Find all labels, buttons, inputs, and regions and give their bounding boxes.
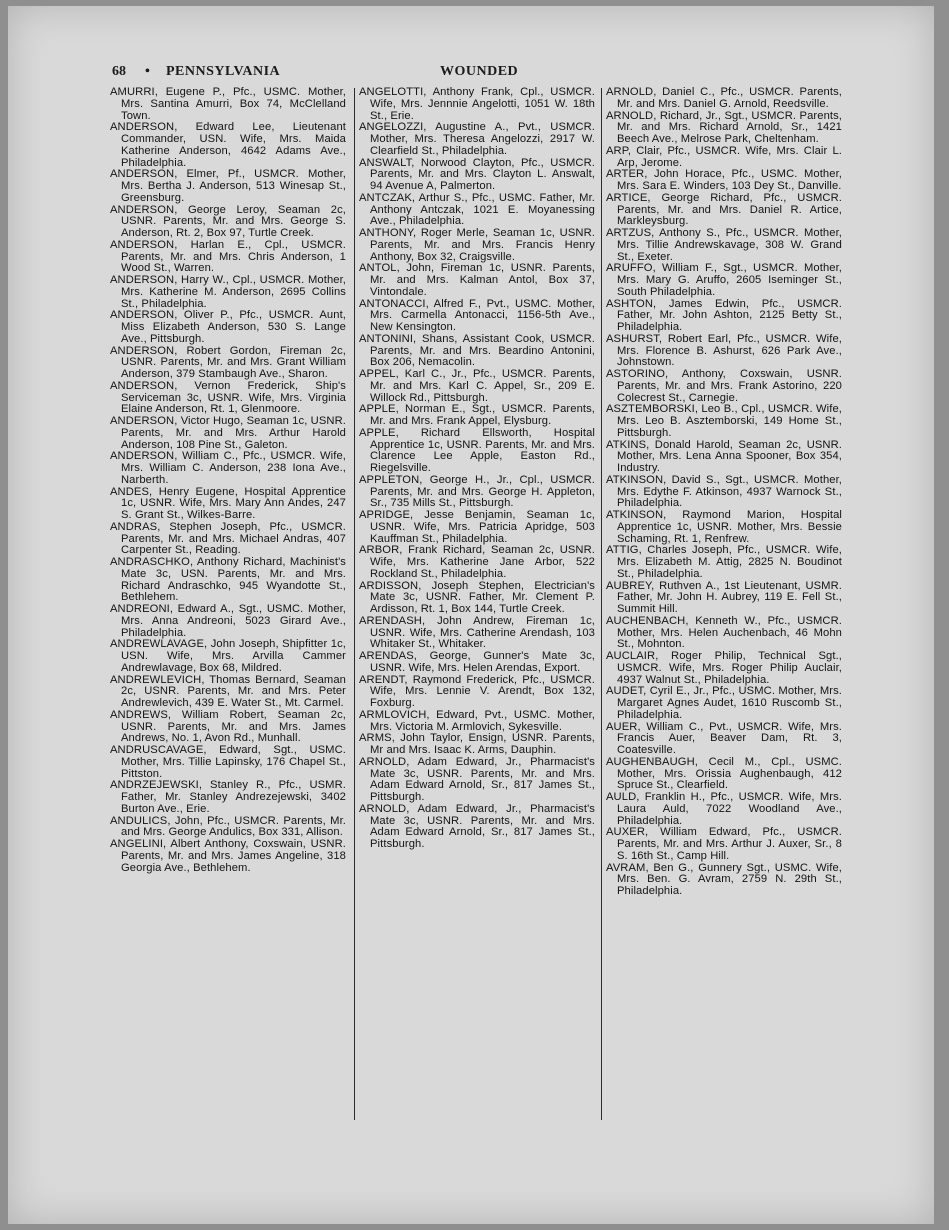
roster-entry: ANDRZEJEWSKI, Stanley R., Pfc., USMR. Father, Mr. Stanley Andrezejewski, 3402 Burton Ave., Erie. xyxy=(110,779,346,815)
roster-entry: ANDERSON, Victor Hugo, Seaman 1c, USNR. Parents, Mr. and Mrs. Arthur Harold Anderson, 108 Pine St., Galeton. xyxy=(110,415,346,451)
roster-entry: ANDERSON, Elmer, Pf., USMCR. Mother, Mrs. Bertha J. Anderson, 513 Winesap St., Greensburg. xyxy=(110,168,346,204)
roster-entry: APPLE, Richard Ellsworth, Hospital Apprentice 1c, USNR. Parents, Mr. and Mrs. Clarence Lee Apple, Easton Rd., Riegelsville. xyxy=(359,426,595,474)
roster-entry: ANDERSON, George Leroy, Seaman 2c, USNR. Parents, Mr. and Mrs. George S. Anderson, Rt. 2, Box 97, Turtle Creek. xyxy=(110,203,346,239)
roster-entry: ARBOR, Frank Richard, Seaman 2c, USNR. Wife, Mrs. Katherine Jane Arbor, 522 Rockland St., Philadelphia. xyxy=(359,544,595,580)
roster-entry: AUER, William C., Pvt., USMCR. Wife, Mrs. Francis Auer, Beaver Dam, Rt. 3, Coatesville. xyxy=(606,720,842,756)
roster-entry: ANDRUSCAVAGE, Edward, Sgt., USMC. Mother, Mrs. Tillie Lapinsky, 176 Chapel St., Pittston. xyxy=(110,744,346,780)
roster-entry: ANGELOTTI, Anthony Frank, Cpl., USMCR. Wife, Mrs. Jennnie Angelotti, 1051 W. 18th St., Erie. xyxy=(359,87,595,122)
roster-entry: AUCLAIR, Roger Philip, Technical Sgt., USMCR. Wife, Mrs. Roger Philip Auclair, 4937 Walnut St., Philadelphia. xyxy=(606,650,842,686)
roster-entry: APPLE, Norman E., Sgt., USMCR. Parents, Mr. and Mrs. Frank Appel, Elysburg. xyxy=(359,403,595,427)
roster-entry: ANDREWS, William Robert, Seaman 2c, USNR. Parents, Mr. and Mrs. James Andrews, No. 1, Avon Rd., Munhall. xyxy=(110,708,346,745)
roster-entry: ANDERSON, Harry W., Cpl., USMCR. Mother, Mrs. Katherine M. Anderson, 2695 Collins St., Philadelphia. xyxy=(110,274,346,310)
roster-entry: ASTORINO, Anthony, Coxswain, USNR. Parents, Mr. and Mrs. Frank Astorino, 220 Colecrest St., Carnegie. xyxy=(606,368,842,404)
roster-entry: AUGHENBAUGH, Cecil M., Cpl., USMC. Mother, Mrs. Orissia Aughenbaugh, 412 Spruce St., Clearfield. xyxy=(606,755,842,792)
roster-entry: ANDERSON, William C., Pfc., USMCR. Wife, Mrs. William C. Anderson, 238 Iona Ave., Narberth. xyxy=(110,450,346,486)
roster-entry: ANDERSON, Oliver P., Pfc., USMCR. Aunt, Miss Elizabeth Anderson, 530 S. Lange Ave., Pittsburgh. xyxy=(110,309,346,345)
roster-entry: ANDES, Henry Eugene, Hospital Apprentice 1c, USNR. Wife, Mrs. Mary Ann Andes, 247 S. Grant St., Wilkes-Barre. xyxy=(110,485,346,521)
roster-entry: AMURRI, Eugene P., Pfc., USMC. Mother, Mrs. Santina Amurri, Box 74, McClelland Town. xyxy=(110,87,346,122)
roster-entry: ARENDASH, John Andrew, Fireman 1c, USNR. Wife, Mrs. Catherine Arendash, 103 Whitaker St., Whitaker. xyxy=(359,614,595,651)
roster-entry: APPLETON, George H., Jr., Cpl., USMCR. Parents, Mr. and Mrs. George H. Appleton, Sr., 735 Mills St., Pittsburgh. xyxy=(359,473,595,510)
roster-entry: ARTER, John Horace, Pfc., USMC. Mother, Mrs. Sara E. Winders, 103 Dey St., Danville. xyxy=(606,168,842,192)
roster-entry: ARTICE, George Richard, Pfc., USMCR. Parents, Mr. and Mrs. Daniel R. Artice, Markleysburg. xyxy=(606,191,842,228)
roster-entry: ANDRAS, Stephen Joseph, Pfc., USMCR. Parents, Mr. and Mrs. Michael Andras, 407 Carpenter St., Reading. xyxy=(110,520,346,557)
roster-entry: APRIDGE, Jesse Benjamin, Seaman 1c, USNR. Wife, Mrs. Patricia Apridge, 503 Kauffman St., Philadelphia. xyxy=(359,509,595,545)
roster-entry: AUCHENBACH, Kenneth W., Pfc., USMCR. Mother, Mrs. Helen Auchenbach, 46 Mohn St., Mohnton. xyxy=(606,614,842,651)
roster-entry: ANDREWLAVAGE, John Joseph, Shipfitter 1c, USN. Wife, Mrs. Arvilla Cammer Andrewlavage, Box 68, Mildred. xyxy=(110,638,346,674)
column-divider xyxy=(354,88,355,1120)
roster-entry: ANDERSON, Edward Lee, Lieutenant Commander, USN. Wife, Mrs. Maida Katherine Anderson, 4642 Adams Ave., Philadelphia. xyxy=(110,121,346,169)
roster-entry: ARP, Clair, Pfc., USMCR. Wife, Mrs. Clair L. Arp, Jerome. xyxy=(606,144,842,169)
column-1 xyxy=(110,87,346,1127)
roster-entry: ARENDT, Raymond Frederick, Pfc., USMCR. Wife, Mrs. Lennie V. Arendt, Box 132, Foxburg. xyxy=(359,673,595,709)
roster-entry: APPEL, Karl C., Jr., Pfc., USMCR. Parents, Mr. and Mrs. Karl C. Appel, Sr., 209 E. Willock Rd., Pittsburgh. xyxy=(359,368,595,404)
column-2 xyxy=(359,87,595,1127)
roster-entry: ANDERSON, Harlan E., Cpl., USMCR. Parents, Mr. and Mrs. Chris Anderson, 1 Wood St., Warren. xyxy=(110,238,346,275)
roster-entry: ANGELINI, Albert Anthony, Coxswain, USNR. Parents, Mr. and Mrs. James Angeline, 318 Georgia Ave., Bethlehem. xyxy=(110,838,346,874)
roster-entry: ANSWALT, Norwood Clayton, Pfc., USMCR. Parents, Mr. and Mrs. Clayton L. Answalt, 94 Avenue A, Palmerton. xyxy=(359,156,595,192)
header-bullet: • xyxy=(145,64,150,79)
roster-entry: ANDRASCHKO, Anthony Richard, Machinist's Mate 3c, USN. Parents, Mr. and Mrs. Richard Andraschko, 945 Wyandotte St., Bethlehem. xyxy=(110,556,346,604)
roster-entry: AUBREY, Ruthven A., 1st Lieutenant, USMR. Father, Mr. John H. Aubrey, 119 E. Fell St., Summit Hill. xyxy=(606,579,842,615)
roster-entry: ARMS, John Taylor, Ensign, USNR. Parents, Mr and Mrs. Isaac K. Arms, Dauphin. xyxy=(359,732,595,756)
roster-entry: ANDULICS, John, Pfc., USMCR. Parents, Mr. and Mrs. George Andulics, Box 331, Allison. xyxy=(110,814,346,839)
roster-entry: ANDERSON, Robert Gordon, Fireman 2c, USNR. Parents, Mr. and Mrs. Grant William Anderson, 379 Stambaugh Ave., Sharon. xyxy=(110,344,346,380)
column-divider xyxy=(601,88,602,1120)
section-title: WOUNDED xyxy=(440,64,519,79)
roster-entry: ARNOLD, Richard, Jr., Sgt., USMCR. Parents, Mr. and Mrs. Richard Arnold, Sr., 1421 Beech Ave., Melrose Park, Cheltenham. xyxy=(606,109,842,145)
roster-entry: ANTONINI, Shans, Assistant Cook, USMCR. Parents, Mr. and Mrs. Beardino Antonini, Box 206, Nemacolin. xyxy=(359,332,595,369)
roster-entry: AVRAM, Ben G., Gunnery Sgt., USMC. Wife, Mrs. Ben. G. Avram, 2759 N. 29th St., Philadelphia. xyxy=(606,861,842,897)
roster-entry: ARUFFO, William F., Sgt., USMCR. Mother, Mrs. Mary G. Aruffo, 2605 Iseminger St., South Philadelphia. xyxy=(606,262,842,298)
roster-entry: ATTIG, Charles Joseph, Pfc., USMCR. Wife, Mrs. Elizabeth M. Attig, 2825 N. Boudinot St., Philadelphia. xyxy=(606,544,842,580)
roster-entry: AUXER, William Edward, Pfc., USMCR. Parents, Mr. and Mrs. Arthur J. Auxer, Sr., 8 S. 16th St., Camp Hill. xyxy=(606,826,842,862)
roster-entry: ASHURST, Robert Earl, Pfc., USMCR. Wife, Mrs. Florence B. Ashurst, 626 Park Ave., Johnstown. xyxy=(606,332,842,369)
roster-entry: ANGELOZZI, Augustine A., Pvt., USMCR. Mother, Mrs. Theresa Angelozzi, 2917 W. Clearfield St., Philadelphia. xyxy=(359,121,595,157)
roster-entry: ANTONACCI, Alfred F., Pvt., USMC. Mother, Mrs. Carmella Antonacci, 1156-5th Ave., New Kensington. xyxy=(359,297,595,333)
roster-entry: ANDERSON, Vernon Frederick, Ship's Serviceman 3c, USNR. Wife, Mrs. Virginia Elaine Anderson, Rt. 1, Glenmoore. xyxy=(110,379,346,416)
roster-entry: ANTCZAK, Arthur S., Pfc., USMC. Father, Mr. Anthony Antczak, 1021 E. Moyanessing Ave., Philadelphia. xyxy=(359,191,595,228)
roster-entry: ATKINSON, David S., Sgt., USMCR. Mother, Mrs. Edythe F. Atkinson, 4937 Warnock St., Philadelphia. xyxy=(606,473,842,510)
roster-entry: ANDREWLEVICH, Thomas Bernard, Seaman 2c, USNR. Parents, Mr. and Mrs. Peter Andrewlevich, 439 E. Water St., Mt. Carmel. xyxy=(110,673,346,709)
roster-entry: ARDISSON, Joseph Stephen, Electrician's Mate 3c, USNR. Father, Mr. Clement P. Ardisson, Rt. 1, Box 144, Turtle Creek. xyxy=(359,579,595,615)
roster-entry: ANDREONI, Edward A., Sgt., USMC. Mother, Mrs. Anna Andreoni, 5023 Girard Ave., Philadelphia. xyxy=(110,603,346,639)
page-number: 68 xyxy=(112,64,126,79)
roster-entry: ANTOL, John, Fireman 1c, USNR. Parents, Mr. and Mrs. Kalman Antol, Box 37, Vintondale. xyxy=(359,262,595,298)
page-header xyxy=(112,64,892,82)
roster-entry: ARNOLD, Daniel C., Pfc., USMCR. Parents, Mr. and Mrs. Daniel G. Arnold, Reedsville. xyxy=(606,87,842,110)
roster-entry: AULD, Franklin H., Pfc., USMCR. Wife, Mrs. Laura Auld, 7022 Woodland Ave., Philadelphia. xyxy=(606,791,842,827)
roster-entry: ATKINSON, Raymond Marion, Hospital Apprentice 1c, USNR. Mother, Mrs. Bessie Schaming, Rt. 1, Renfrew. xyxy=(606,509,842,545)
roster-entry: ARMLOVICH, Edward, Pvt., USMC. Mother, Mrs. Victoria M. Armlovich, Sykesville. xyxy=(359,708,595,733)
roster-entry: ASZTEMBORSKI, Leo B., Cpl., USMCR. Wife, Mrs. Leo B. Asztemborski, 149 Home St., Pittsburgh. xyxy=(606,403,842,439)
roster-entry: ARNOLD, Adam Edward, Jr., Pharmacist's Mate 3c, USNR. Parents, Mr. and Mrs. Adam Edward Arnold, Sr., 817 James St., Pittsburgh. xyxy=(359,802,595,850)
roster-entry: ASHTON, James Edwin, Pfc., USMCR. Father, Mr. John Ashton, 2125 Betty St., Philadelphia. xyxy=(606,297,842,333)
state-name: PENNSYLVANIA xyxy=(166,64,281,79)
roster-entry: ATKINS, Donald Harold, Seaman 2c, USNR. Mother, Mrs. Lena Anna Spooner, Box 354, Industry. xyxy=(606,438,842,474)
roster-entry: ARNOLD, Adam Edward, Jr., Pharmacist's Mate 3c, USNR. Parents, Mr. and Mrs. Adam Edward Arnold, Sr., 817 James St., Pittsburgh. xyxy=(359,755,595,803)
roster-entry: AUDET, Cyril E., Jr., Pfc., USMC. Mother, Mrs. Margaret Agnes Audet, 1610 Ruscomb St., Philadelphia. xyxy=(606,685,842,721)
roster-entry: ANTHONY, Roger Merle, Seaman 1c, USNR. Parents, Mr. and Mrs. Francis Henry Anthony, Box 32, Craigsville. xyxy=(359,227,595,263)
column-3 xyxy=(606,87,842,1127)
roster-entry: ARTZUS, Anthony S., Pfc., USMCR. Mother, Mrs. Tillie Andrewskavage, 308 W. Grand St., Exeter. xyxy=(606,227,842,263)
roster-entry: ARENDAS, George, Gunner's Mate 3c, USNR. Wife, Mrs. Helen Arendas, Export. xyxy=(359,650,595,674)
